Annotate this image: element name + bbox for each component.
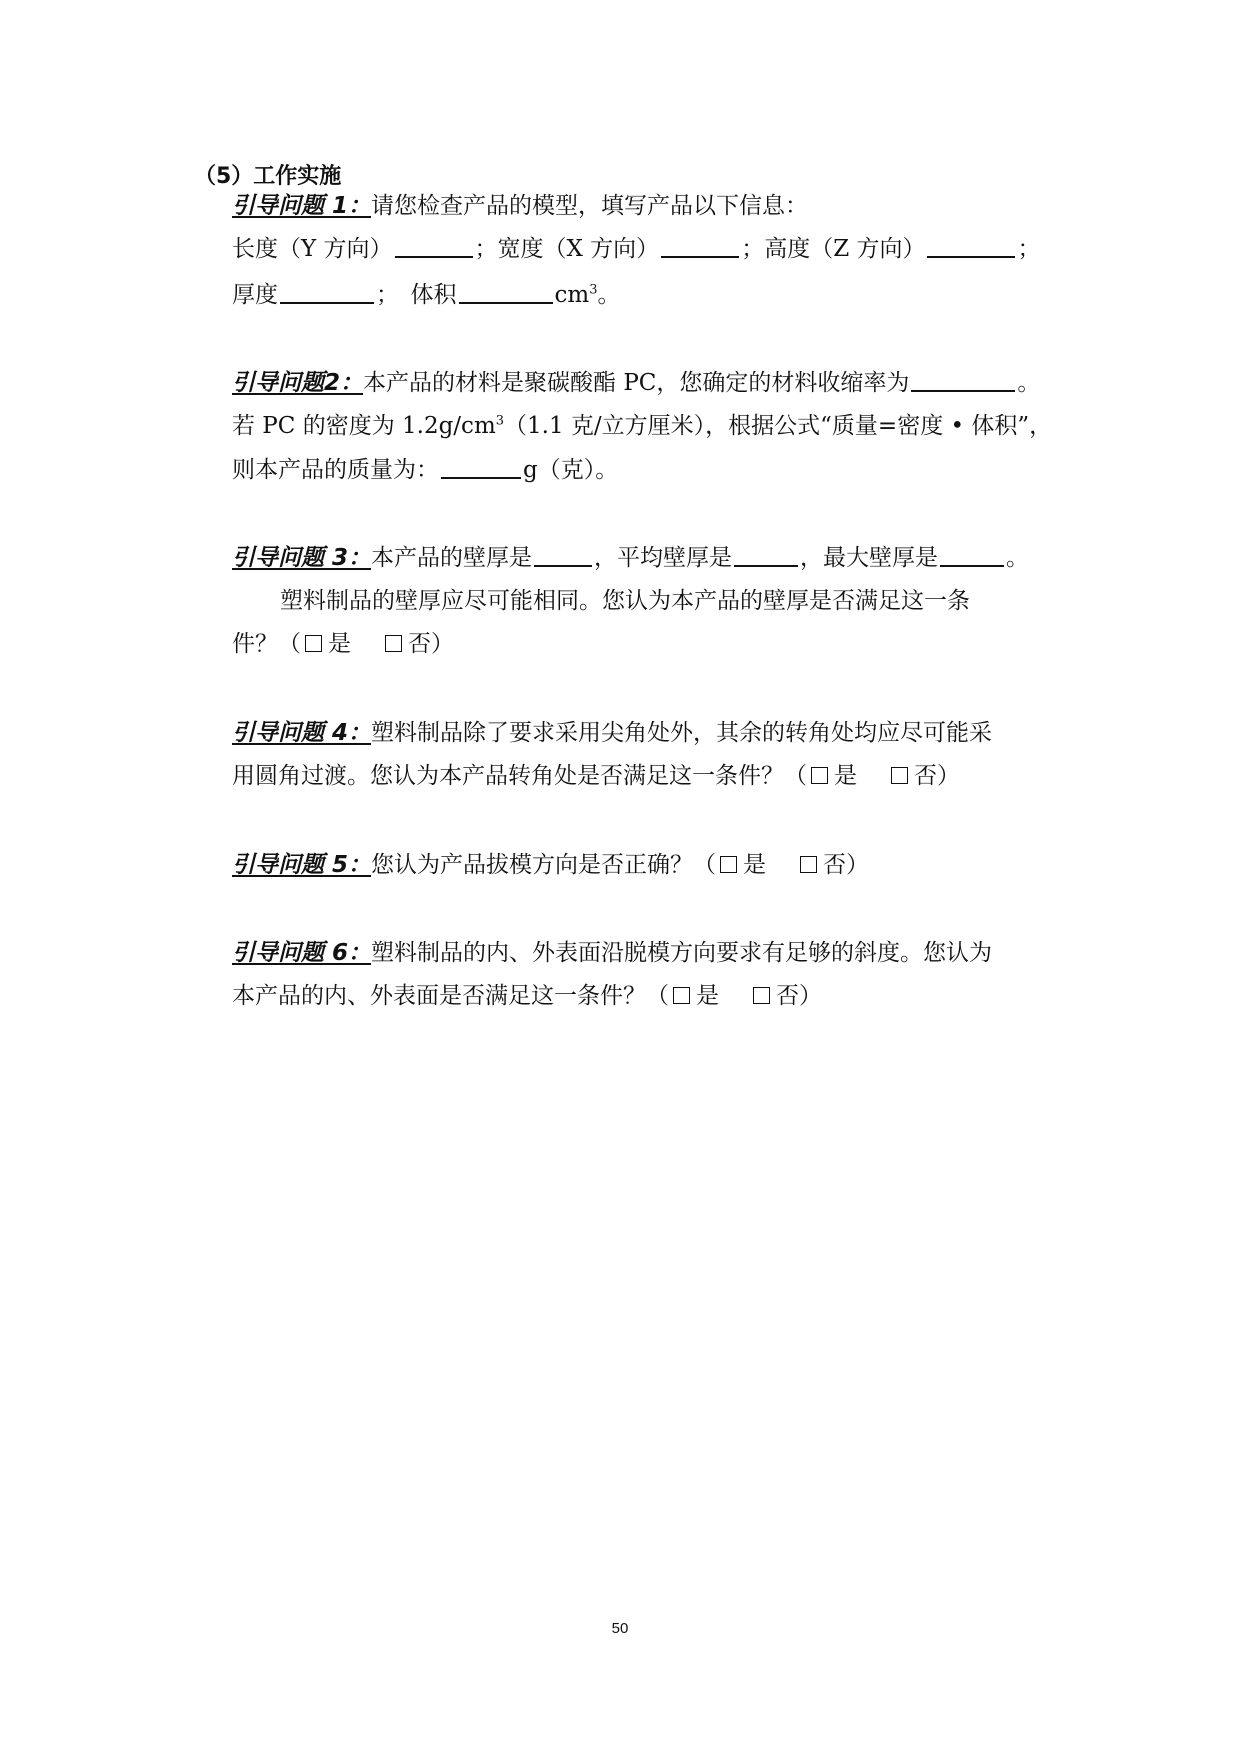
average-wall-thickness-blank[interactable] [734, 543, 798, 567]
yes-label: 是 [834, 763, 857, 789]
question-3-line-3 [232, 627, 454, 661]
question-5-label: 引导问题 5： [232, 852, 372, 878]
yes-label: 是 [696, 983, 719, 1009]
no-label: 否） [408, 631, 454, 657]
height-separator: ； [1017, 236, 1041, 262]
no-checkbox[interactable] [753, 987, 770, 1004]
question-4-line-2 [232, 759, 960, 793]
volume-unit-superscript: 3 [589, 282, 598, 298]
question-2-text-a: 本产品的材料是聚碳酸酯 PC，您确定的材料收缩率为 [363, 370, 910, 396]
question-1-thickness-volume [232, 278, 620, 312]
volume-label: ； 体积 [376, 282, 457, 308]
question-3-line-1 [232, 541, 1029, 575]
question-3-label: 引导问题 3： [232, 545, 372, 571]
question-2-text-b2: （1.1 克/立方厘米），根据公式“质量=密度 • 体积”， [504, 413, 1053, 439]
question-2-line-2 [232, 409, 1052, 443]
question-5 [232, 848, 869, 882]
shrinkage-blank[interactable] [911, 368, 1015, 392]
question-3-text-b: ，平均壁厚是 [594, 545, 733, 571]
width-blank[interactable] [661, 234, 739, 258]
question-3-line-3-text: 件？（ [232, 631, 301, 657]
height-label: ；高度（Z 方向） [741, 236, 926, 262]
height-blank[interactable] [927, 234, 1015, 258]
question-6-text: 塑料制品的内、外表面沿脱模方向要求有足够的斜度。您认为 [371, 940, 993, 966]
question-2-line-1 [232, 366, 1040, 400]
page-number: 50 [611, 1620, 629, 1637]
yes-label: 是 [328, 631, 351, 657]
volume-unit: cm [554, 282, 590, 308]
question-2-end-a: 。 [1017, 370, 1041, 396]
question-6-line-1 [232, 936, 992, 970]
yes-checkbox[interactable] [305, 635, 322, 652]
question-4-label: 引导问题 4： [232, 720, 372, 746]
volume-blank[interactable] [459, 280, 553, 304]
no-label: 否） [823, 852, 870, 878]
question-1-text: 请您检查产品的模型，填写产品以下信息： [371, 193, 809, 219]
question-4-line-2-text: 用圆角过渡。您认为本产品转角处是否满足这一条件？（ [232, 763, 807, 789]
thickness-blank[interactable] [280, 280, 374, 304]
no-checkbox[interactable] [800, 856, 817, 873]
question-1-dimensions [232, 232, 1040, 266]
no-checkbox[interactable] [385, 635, 402, 652]
yes-checkbox[interactable] [673, 987, 690, 1004]
length-blank[interactable] [395, 234, 473, 258]
length-label: 长度（Y 方向） [232, 236, 393, 262]
no-checkbox[interactable] [891, 767, 908, 784]
question-2-text-c: 则本产品的质量为： [232, 457, 439, 483]
wall-thickness-blank[interactable] [534, 543, 592, 567]
question-3-line-2: 塑料制品的壁厚应尽可能相同。您认为本产品的壁厚是否满足这一条 [280, 588, 970, 614]
question-4-line-1 [232, 716, 992, 750]
question-6-line-2 [232, 979, 822, 1013]
question-6-line-2-text: 本产品的内、外表面是否满足这一条件？（ [232, 983, 669, 1009]
question-3-text-c: ，最大壁厚是 [800, 545, 939, 571]
thickness-label: 厚度 [232, 282, 278, 308]
question-6-label: 引导问题 6： [232, 940, 372, 966]
question-3-end: 。 [1006, 545, 1030, 571]
yes-checkbox[interactable] [720, 856, 737, 873]
density-unit-superscript: 3 [495, 413, 505, 429]
mass-blank[interactable] [441, 455, 521, 479]
question-2-line-3 [232, 453, 618, 487]
max-wall-thickness-blank[interactable] [940, 543, 1004, 567]
no-label: 否） [914, 763, 960, 789]
question-2-label: 引导问题2： [232, 370, 364, 396]
yes-checkbox[interactable] [811, 767, 828, 784]
question-5-text: 您认为产品拔模方向是否正确？（ [371, 852, 717, 878]
question-1-end: 。 [597, 282, 621, 308]
question-3-text-a: 本产品的壁厚是 [371, 545, 533, 571]
question-2-text-c-end: g（克）。 [523, 457, 619, 483]
question-1-intro [232, 189, 808, 223]
no-label: 否） [776, 983, 822, 1009]
width-label: ；宽度（X 方向） [474, 236, 660, 262]
question-1-label: 引导问题 1： [232, 193, 372, 219]
yes-label: 是 [743, 852, 767, 878]
question-2-text-b1: 若 PC 的密度为 1.2g/cm [232, 413, 496, 439]
section-heading: （5）工作实施 [194, 164, 342, 189]
question-4-text: 塑料制品除了要求采用尖角处外，其余的转角处均应尽可能采 [371, 720, 993, 746]
